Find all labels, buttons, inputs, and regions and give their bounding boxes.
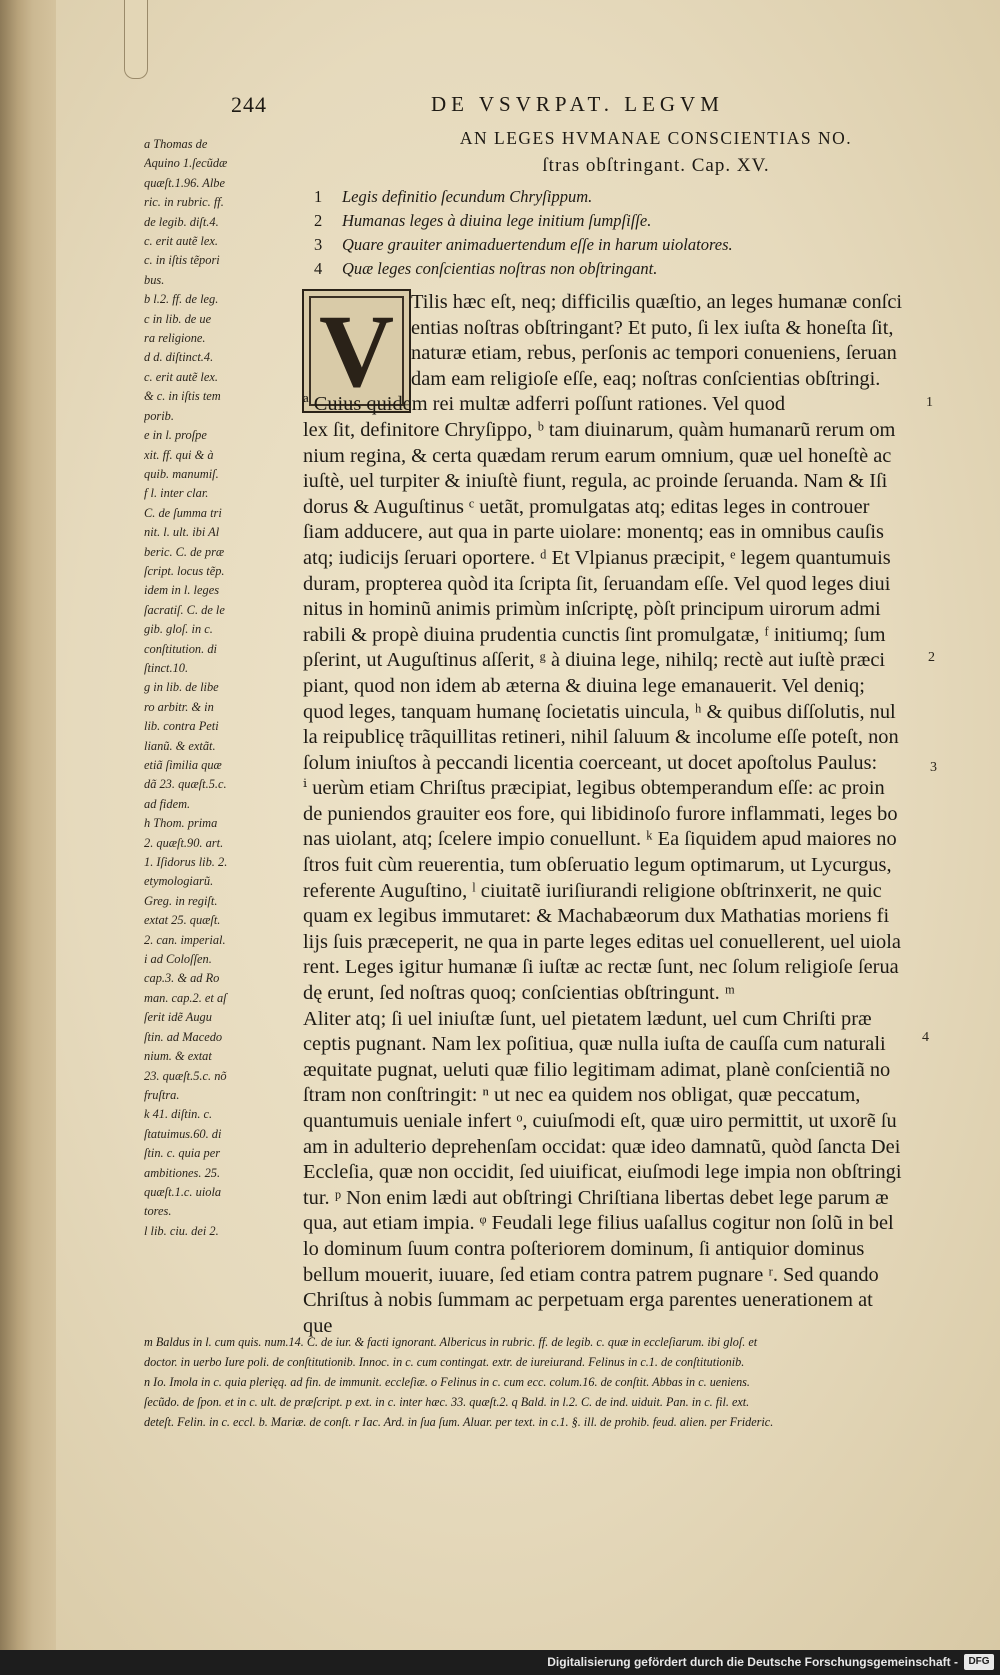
body-line: qua, aut etiam impia. ᵠ Feudali lege filius uaſallus cogitur non ſolũ in bel	[303, 1212, 894, 1235]
summary-item-text: Quæ leges conſcientias noſtras non obſtringant.	[342, 259, 658, 278]
body-line: am in adulterio deprehenſam occidat: quæ ideo damnatũ, quòd ſancta Dei	[303, 1135, 901, 1158]
margin-note-line: c. erit autẽ lex.	[144, 369, 218, 384]
body-line: duram, propterea quòd ita ſcripta ſit, ſeruandam eſſe. Vel quod leges diui	[303, 572, 891, 595]
margin-note-line: dã 23. quæſt.5.c.	[144, 777, 227, 792]
margin-note-line: ſacratiſ. C. de le	[144, 602, 225, 617]
body-line: entias noſtras obſtringant? Et puto, ſi lex iuſta & honeſta ſit,	[411, 316, 894, 339]
margin-note-line: c in lib. de ue	[144, 311, 212, 326]
side-number-3: 3	[930, 760, 937, 775]
margin-note-line: porib.	[144, 408, 174, 423]
margin-note-line: Aquino 1.ſecũdæ	[144, 156, 228, 171]
body-line: quam ex legibus immutaret: & Machabæorum dux Mathatias moriens fi	[303, 905, 890, 928]
margin-note-line: gib. gloſ. in c.	[144, 622, 213, 637]
margin-note-line: ric. in rubric. ff.	[144, 195, 224, 210]
margin-note-line: bus.	[144, 272, 165, 287]
footnote-line: doctor. in uerbo Iure poli. de conſtitutionib. Innoc. in c. cum contingat. extr. de iureiurand. Felinus in c.1. de conſtitutionib.	[144, 1355, 745, 1369]
body-line: nas uiolant, atq; ſcelere impio conuellunt. ᵏ Ea ſiquidem apud maiores no	[303, 828, 897, 851]
running-head-title: DE VSVRPAT. LEGVM	[431, 92, 724, 116]
margin-note-line: a Thomas de	[144, 137, 208, 151]
body-line: dam eam religioſe eſſe, eaq; noſtras conſcientias obſtringi.	[411, 367, 881, 390]
body-line: ſtram non conſtringit: ⁿ ut nec ea quidem nos obligat, quæ peccatum,	[303, 1084, 861, 1107]
summary-item-number: 2	[314, 211, 323, 230]
margin-note-line: quib. manumiſ.	[144, 466, 219, 481]
dfg-logo: DFG	[964, 1654, 994, 1670]
body-line: la reipublicę trãquillitas retineri, nihil ſaluum & incolume eſſe poteſt, non	[303, 726, 899, 749]
body-line: nitus in hominũ animis primùm inſcriptę, pòſt principum uirorum admi	[303, 598, 881, 621]
footnote-line: ſecũdo. de ſpon. et in c. ult. de præſcript. p ext. in c. inter hæc. 33. quæſt.2. q Bald. in l.2. C. de ind. uiduit. Pan. in c. fil. ext.	[144, 1395, 750, 1409]
margin-note-line: l lib. ciu. dei 2.	[144, 1223, 219, 1238]
margin-note-line: idem in l. leges	[144, 583, 220, 598]
margin-note-line: quæſt.1.96. Albe	[144, 175, 225, 190]
margin-note-line: man. cap.2. et aſ	[144, 990, 227, 1005]
chapter-summary	[314, 185, 954, 281]
margin-note-line: ro arbitr. & in	[144, 699, 214, 714]
margin-note-line: quæſt.1.c. uiola	[144, 1184, 222, 1199]
margin-note-line: ſtin. ad Macedo	[144, 1029, 223, 1044]
margin-note-line: g in lib. de libe	[144, 680, 219, 695]
body-line: Aliter atq; ſi uel iniuſtæ ſunt, uel pietatem lædunt, uel cum Chriſti præ	[303, 1007, 872, 1030]
margin-note-line: b l.2. ff. de leg.	[144, 292, 219, 307]
body-line: æquitate pugnat, ueluti quæ filio legitimam adimat, planè conſcientiã no	[303, 1058, 891, 1081]
book-page-edges	[0, 0, 60, 1650]
margin-note-line: lianũ. & extãt.	[144, 738, 216, 753]
summary-item-text: Humanas leges à diuina lege initium ſumpſiſſe.	[342, 211, 652, 230]
body-line: ceptis pugnant. Nam lex poſitiua, quæ nulla iuſta de cauſſa cum naturali	[303, 1033, 886, 1056]
side-number-4: 4	[922, 1030, 929, 1045]
running-head	[231, 92, 961, 122]
margin-note-line: tores.	[144, 1204, 172, 1219]
margin-note-line: ra religione.	[144, 331, 206, 346]
body-line: pſerint, ut Auguſtinus aſſerit, ᵍ à diuina lege, nihilq; rectè aut iuſtè præci	[303, 649, 886, 672]
summary-item	[314, 233, 954, 257]
body-line: Chriſtus à nobis ſummam ac perpetuam erga parentes uenerationem at	[303, 1289, 873, 1312]
margin-note-line: nium. & extat	[144, 1049, 212, 1064]
page-number: 244	[231, 92, 267, 117]
summary-item-text: Quare grauiter animaduertendum eſſe in harum uiolatores.	[342, 235, 733, 254]
body-line: nium regina, & certa quædam rerum earum omnium, quæ uel honeſtè ac	[303, 444, 892, 467]
margin-notes	[144, 135, 309, 1241]
side-number-2: 2	[928, 650, 935, 665]
body-text	[303, 290, 963, 1339]
margin-note-line: conſtitution. di	[144, 641, 217, 656]
body-line: referente Auguſtino, ˡ ciuitatẽ iuriſiurandi religione obſtrinxerit, ne quic	[303, 879, 882, 902]
body-line: rabili & propè diuina prudentia cunctis ſint promulgatæ, ᶠ initiumq; ſum	[303, 623, 886, 646]
body-line: ſiam adducere, aut qua in parte uiolare: monentq; eas in omnibus cauſis	[303, 521, 884, 544]
margin-note-line: c. erit autẽ lex.	[144, 234, 218, 249]
body-line: ſtros fuit cùm reuerentia, tum obſeruatio legum optimarum, ut Lycurgus,	[303, 854, 892, 877]
margin-note-line: 1. Iſidorus lib. 2.	[144, 855, 228, 870]
margin-note-line: ſtinct.10.	[144, 660, 189, 675]
body-line: de puniendos grauiter eos fore, qui libidinoſo furore inflammati, leges bo	[303, 802, 898, 825]
margin-note-line: 2. quæſt.90. art.	[144, 835, 224, 850]
body-line: Eccleſia, quæ non occidit, ſed uiuificat, eiuſmodi lege impia non obſtringi	[303, 1161, 902, 1184]
margin-note-line: C. de ſumma tri	[144, 505, 222, 520]
footnote-line: n Io. Imola in c. quia plerięq. ad fin. de immunit. eccleſiæ. o Felinus in c. cum ecc. colum.16. de conſtit. Abbas in c. ueniens.	[144, 1375, 750, 1389]
margin-note-line: h Thom. prima	[144, 816, 218, 831]
side-number-1: 1	[926, 395, 933, 410]
margin-note-line: ambitiones. 25.	[144, 1165, 221, 1180]
margin-note-line: etiã ſimilia quæ	[144, 758, 222, 772]
body-line: piant, quod non idem ab æterna & diuina lege emanauerit. Vel deniq;	[303, 674, 865, 697]
chapter-title	[356, 124, 956, 180]
chapter-title-line2: ſtras obſtringant. Cap. XV.	[542, 155, 770, 176]
margin-note-line: ſtatuimus.60. di	[144, 1126, 222, 1141]
summary-item-number: 3	[314, 235, 323, 254]
margin-note-line: c. in iſtis tẽpori	[144, 253, 220, 268]
margin-note-line: nit. l. ult. ibi Al	[144, 525, 220, 540]
margin-note-line: i ad Coloſſen.	[144, 952, 212, 967]
footnote-line: deteſt. Felin. in c. eccl. b. Mariæ. de conſt. r Iac. Ard. in ſua ſum. Aluar. per text. in c.1. §. ill. de prohib. feud. alien. per Frideric.	[144, 1415, 774, 1429]
body-line: rent. Leges igitur humanæ ſi iuſtæ ac rectæ ſunt, nec ſolum religioſe ſerua	[303, 956, 899, 979]
book-page	[56, 0, 1000, 1650]
summary-item-number: 1	[314, 187, 323, 206]
body-line: atq; iudicijs ſeruari oportere. ᵈ Et Vlpianus præcipit, ᵉ legem quantumuis	[303, 546, 891, 569]
margin-note-line: 23. quæſt.5.c. nõ	[144, 1068, 227, 1083]
body-line: que	[303, 1314, 333, 1337]
margin-note-line: fruſtra.	[144, 1087, 180, 1102]
margin-note-line: lib. contra Peti	[144, 719, 219, 734]
margin-note-line: extat 25. quæſt.	[144, 913, 221, 928]
chapter-title-line1: AN LEGES HVMANAE CONSCIENTIAS NO.	[459, 128, 853, 148]
body-line: ª Cuius quidem rei multæ adferri poſſunt rationes. Vel quod	[303, 393, 786, 416]
body-line: lo dominum ſuum contra poſteriorem dominum, ſi antiquior dominus	[303, 1237, 865, 1260]
margin-note-line: f l. inter clar.	[144, 486, 209, 501]
digitization-footer	[0, 1650, 1000, 1675]
body-line: dorus & Auguſtinus ᶜ uetãt, promulgatas atq; editas leges in controuer	[303, 495, 870, 518]
body-line: bellum mouerit, iuuare, ſed etiam contra patrem pugnare ʳ. Sed quando	[303, 1263, 879, 1286]
margin-note-line: Greg. in regiſt.	[144, 893, 218, 908]
page-fold-mark	[124, 0, 148, 79]
body-line: ⁱ uerùm etiam Chriſtus præcipiat, legibus obtemperandum eſſe: ac proin	[303, 777, 885, 800]
margin-note-line: etymologiarũ.	[144, 874, 214, 889]
margin-note-line: ad fidem.	[144, 796, 191, 811]
margin-note-line: e in l. proſpe	[144, 428, 207, 443]
margin-note-line: ſerit idẽ Augu	[144, 1010, 212, 1025]
body-line: ſolum iniuſtos à peccandi licentia coerceant, ut docet apoſtolus Paulus:	[303, 751, 878, 774]
margin-note-line: 2. can. imperial.	[144, 932, 226, 947]
summary-item-text: Legis definitio ſecundum Chryſippum.	[342, 187, 593, 206]
margin-note-line: ſtin. c. quia per	[144, 1146, 221, 1161]
margin-note-line: xit. ff. qui & à	[144, 447, 214, 462]
margin-note-line: ſcript. locus tẽp.	[144, 563, 225, 578]
footnote-line: m Baldus in l. cum quis. num.14. C. de iur. & facti ignorant. Albericus in rubric. ff. de legib. c. quæ in eccleſiarum. ibi gloſ. et	[144, 1335, 758, 1349]
body-line: lijs ſuis præceperit, ne qua in parte leges editas uel conuellerent, uel uiola	[303, 930, 901, 953]
decorated-initial: V	[302, 289, 411, 413]
footnotes	[144, 1332, 974, 1432]
summary-item	[314, 209, 954, 233]
body-line: lex ſit, definitore Chryſippo, ᵇ tam diuinarum, quàm humanarũ rerum om	[303, 418, 896, 441]
margin-note-line: cap.3. & ad Ro	[144, 971, 220, 986]
margin-note-line: beric. C. de præ	[144, 544, 225, 559]
body-line: Tilis hæc eſt, neq; difficilis quæſtio, an leges humanæ conſci	[411, 291, 903, 313]
body-line: tur. ᵖ Non enim lædi aut obſtringi Chriſtiana libertas debet lege parum æ	[303, 1186, 889, 1209]
margin-note-line: de legib. diſt.4.	[144, 214, 219, 229]
margin-note-line: d d. diſtinct.4.	[144, 350, 214, 365]
body-line: quod leges, tanquam humanę ſocietatis uincula, ʰ & quibus diſſolutis, nul	[303, 700, 896, 723]
body-line: iuſtè, uel turpiter & iniuſtè fiunt, regula, ac proinde ſeruanda. Nam & Iſi	[303, 470, 888, 493]
body-line: naturæ etiam, rebus, perſonis ac tempori conueniens, ſeruan	[411, 342, 897, 365]
summary-item	[314, 185, 954, 209]
summary-item-number: 4	[314, 259, 323, 278]
summary-item	[314, 257, 954, 281]
body-line: quantumuis ueniale infert ᵒ, cuiuſmodi eſt, quæ uiro permittit, ut uxorẽ ſu	[303, 1110, 897, 1132]
footer-credit: Digitalisierung gefördert durch die Deutsche Forschungsgemeinschaft -	[547, 1655, 958, 1669]
margin-note-line: & c. in iſtis tem	[144, 389, 221, 404]
margin-note-line: k 41. diſtin. c.	[144, 1107, 213, 1122]
body-line: dę erunt, ſed noſtras quoq; conſcientias obſtringunt. ᵐ	[303, 982, 735, 1005]
